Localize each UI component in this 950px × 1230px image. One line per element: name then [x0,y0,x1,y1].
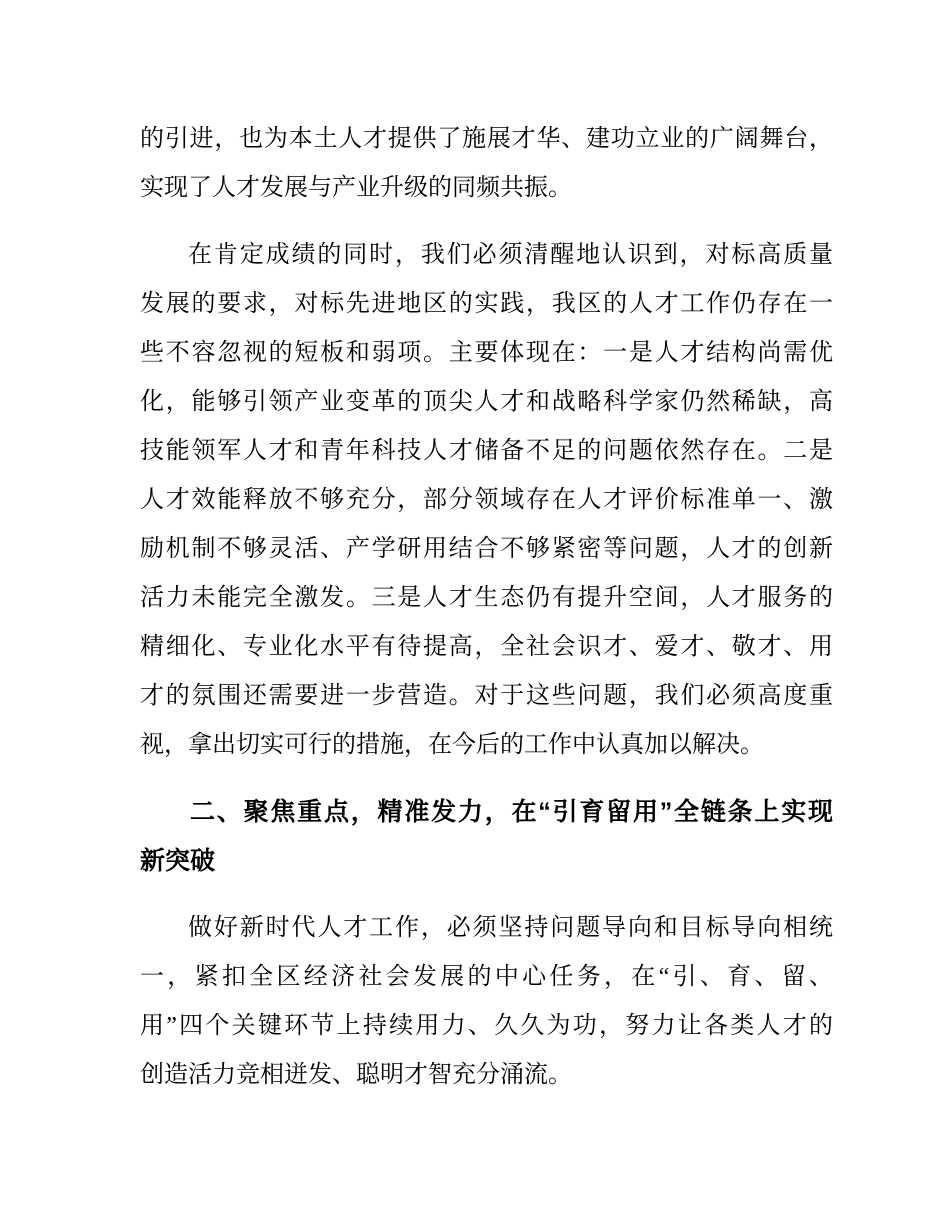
paragraph [140,115,833,213]
text-line: 人才效能释放不够充分，部分领域存在人才评价标准单一、激 [140,487,833,513]
text-line: 精细化、专业化水平有待提高，全社会识才、爱才、敬才、用 [140,634,833,660]
paragraph [140,904,833,1100]
text-line: 技能领军人才和青年科技人才储备不足的问题依然存在。二是 [140,438,833,464]
heading-line: 二、聚焦重点，精准发力，在“引育留用”全链条上实现 [190,798,833,826]
text-line: 一，紧扣全区经济社会发展的中心任务，在“引、育、留、 [140,964,833,990]
text-line: 化，能够引领产业变革的顶尖人才和战略科学家仍然稀缺，高 [140,389,833,415]
text-line: 用”四个关键环节上持续用力、久久为功，努力让各类人才的 [140,1013,833,1039]
heading-line: 新突破 [140,847,216,875]
paragraph [140,231,833,770]
section-heading [140,788,833,886]
text-line: 做好新时代人才工作，必须坚持问题导向和目标导向相统 [188,915,833,941]
text-line: 创造活力竞相迸发、聪明才智充分涌流。 [140,1062,572,1088]
text-line: 在肯定成绩的同时，我们必须清醒地认识到，对标高质量 [188,242,833,268]
text-line: 实现了人才发展与产业升级的同频共振。 [140,175,572,201]
text-line: 些不容忽视的短板和弱项。主要体现在：一是人才结构尚需优 [140,340,833,366]
text-line: 的引进，也为本土人才提供了施展才华、建功立业的广阔舞台， [140,126,833,152]
text-body [140,115,833,1118]
text-line: 活力未能完全激发。三是人才生态仍有提升空间，人才服务的 [140,585,833,611]
text-line: 视，拿出切实可行的措施，在今后的工作中认真加以解决。 [140,732,764,758]
text-line: 发展的要求，对标先进地区的实践，我区的人才工作仍存在一 [140,291,833,317]
text-line: 才的氛围还需要进一步营造。对于这些问题，我们必须高度重 [140,683,833,709]
text-line: 励机制不够灵活、产学研用结合不够紧密等问题，人才的创新 [140,536,833,562]
